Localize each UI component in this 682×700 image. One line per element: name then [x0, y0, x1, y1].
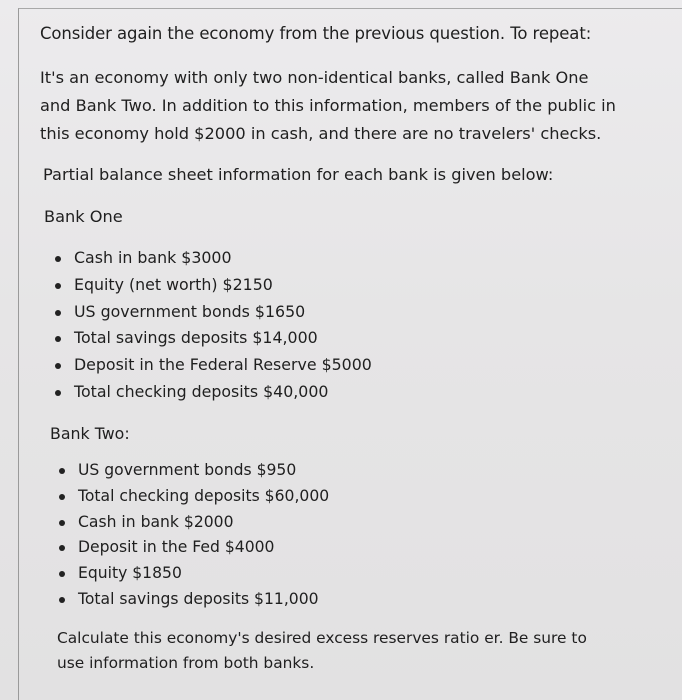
bullet-icon	[55, 363, 61, 369]
bullet-icon	[59, 545, 65, 551]
bullet-icon	[59, 494, 65, 500]
bullet-icon	[59, 597, 65, 603]
bank-two-item-text: US government bonds $950	[78, 461, 297, 479]
list-item	[58, 561, 329, 587]
bank-two-item-text: Equity $1850	[78, 564, 182, 583]
question-prompt: Calculate this economy's desired excess reserves ratio er. Be sure to use information from both banks.	[57, 629, 587, 672]
list-item	[58, 510, 329, 536]
list-item	[54, 352, 372, 379]
bank-two-heading: Bank Two:	[50, 424, 130, 443]
bank-one-item-text: Equity (net worth) $2150	[74, 274, 273, 294]
bank-two-list	[58, 458, 329, 613]
bank-one-item-text: Deposit in the Federal Reserve $5000	[74, 355, 372, 375]
bank-one-item-text: US government bonds $1650	[74, 301, 306, 321]
balance-sheet-subheading: Partial balance sheet information for each bank is given below:	[43, 165, 554, 184]
intro-text: Consider again the economy from the previous question. To repeat:	[40, 24, 592, 43]
list-item	[54, 272, 372, 299]
bullet-icon	[59, 520, 65, 526]
bank-two-item-text: Total checking deposits $60,000	[78, 486, 330, 505]
bank-one-heading: Bank One	[44, 207, 123, 226]
bullet-icon	[55, 310, 61, 316]
bank-two-item-text: Cash in bank $2000	[78, 512, 234, 531]
context-paragraph: It's an economy with only two non-identical banks, called Bank One and Bank Two. In addition to this information, members of the public in this economy hold $2000 in cash, and there are no travelers' checks.	[40, 68, 616, 143]
list-item	[54, 299, 372, 326]
list-item	[58, 587, 329, 613]
bank-one-item-text: Cash in bank $3000	[74, 248, 232, 267]
bank-one-item-text: Total savings deposits $14,000	[74, 328, 318, 348]
bullet-icon	[59, 571, 65, 577]
bank-two-item-text: Total savings deposits $11,000	[78, 589, 319, 608]
bullet-icon	[55, 390, 61, 396]
bullet-icon	[55, 256, 61, 262]
bank-one-item-text: Total checking deposits $40,000	[74, 381, 329, 401]
list-item	[54, 379, 372, 406]
bullet-icon	[59, 468, 65, 474]
bank-two-item-text: Deposit in the Fed $4000	[78, 538, 275, 557]
list-item	[58, 484, 329, 510]
list-item	[54, 245, 372, 272]
bank-one-list	[54, 245, 372, 406]
bullet-icon	[55, 336, 61, 342]
list-item	[54, 325, 372, 352]
bullet-icon	[55, 283, 61, 289]
list-item	[58, 458, 329, 484]
list-item	[58, 535, 329, 561]
